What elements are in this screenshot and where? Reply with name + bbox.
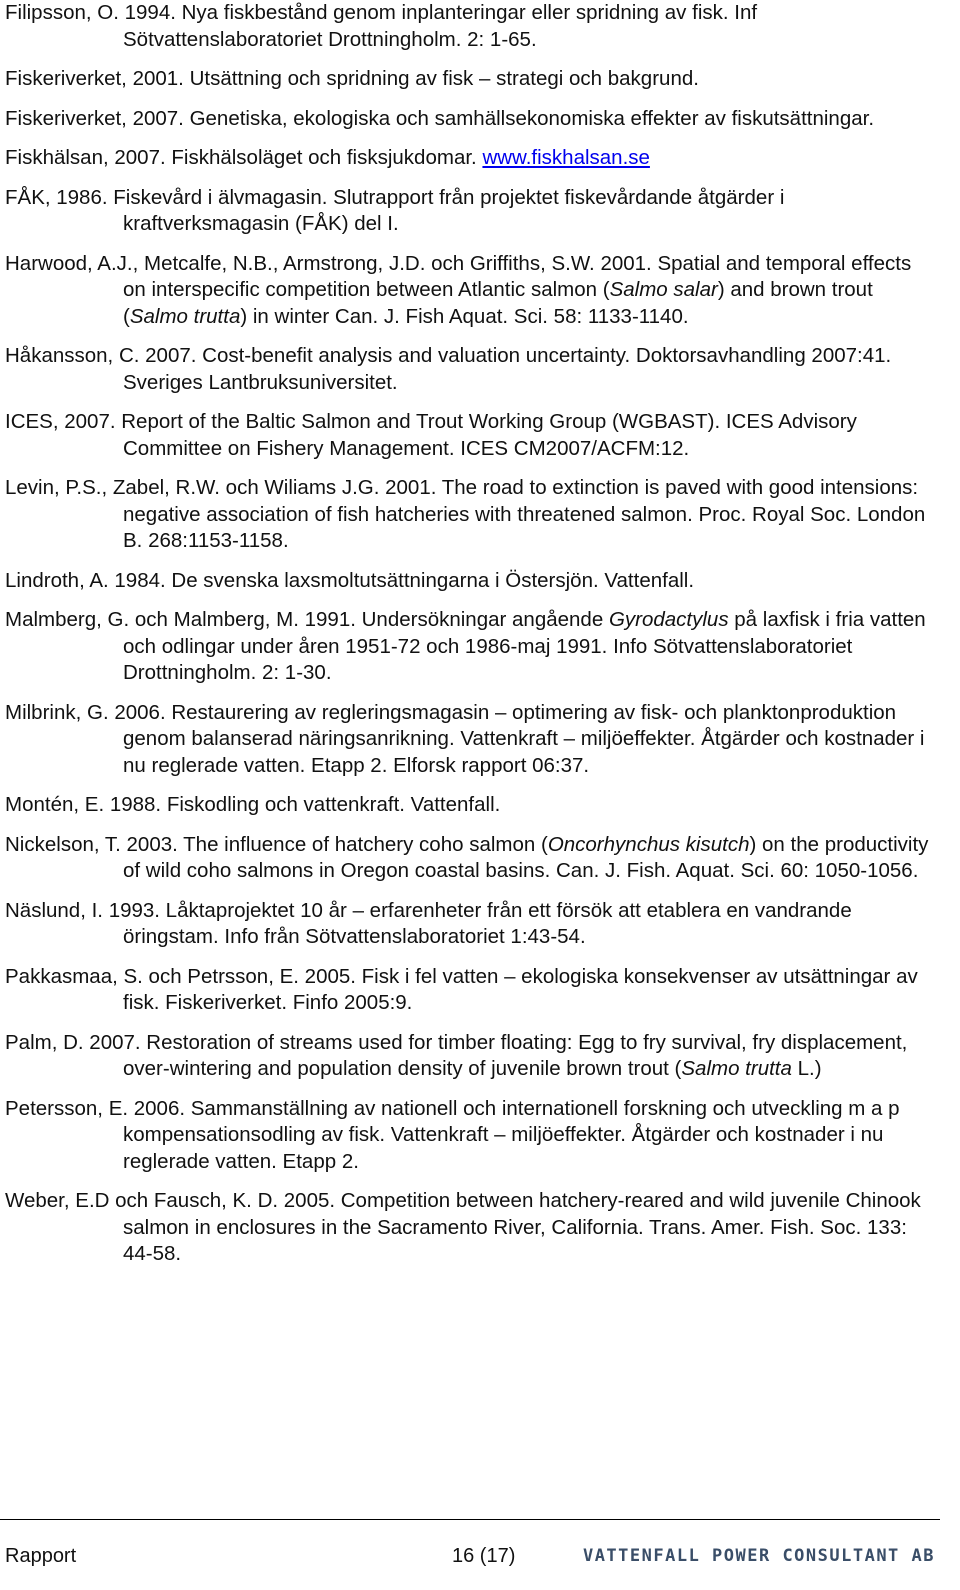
- reference-item: Levin, P.S., Zabel, R.W. och Wiliams J.G. 2001. The road to extinction is paved with good intensions: negative association of fish hatcheries with threatened salmon. Proc. Royal Soc. London B. 268:1153-1158.: [5, 476, 926, 552]
- reference-item: Filipsson, O. 1994. Nya fiskbestånd genom inplanteringar eller spridning av fisk. Inf Sötvattenslaboratoriet Drottningholm. 2: 1-65.: [5, 1, 758, 51]
- footer-report-label: Rapport: [5, 1545, 77, 1567]
- species-name: Salmo trutta: [129, 304, 241, 328]
- reference-item: ICES, 2007. Report of the Baltic Salmon and Trout Working Group (WGBAST). ICES Advisory Committee on Fishery Management. ICES CM2007/ACFM:12.: [5, 410, 857, 460]
- reference-item: Weber, E.D och Fausch, K. D. 2005. Competition between hatchery-reared and wild juvenile Chinook salmon in enclosures in the Sacramento River, California. Trans. Amer. Fish. Soc. 133: 44-58.: [5, 1189, 921, 1265]
- reference-item: Fiskeriverket, 2001. Utsättning och spridning av fisk – strategi och bakgrund.: [5, 67, 699, 90]
- reference-item: Fiskeriverket, 2007. Genetiska, ekologiska och samhällsekonomiska effekter av fiskutsättningar.: [5, 106, 875, 130]
- reference-item: Petersson, E. 2006. Sammanställning av nationell och internationell forskning och utveckling m a p kompensationsodling av fisk. Vattenkraft – miljöeffekter. Åtgärder och kostnader i nu reglerade vatten. Etapp 2.: [5, 1096, 900, 1173]
- page-number: 16 (17): [452, 1545, 516, 1567]
- reference-item: Palm, D. 2007. Restoration of streams used for timber floating: Egg to fry survival, fry displacement, over-wintering and population density of juvenile brown trout (Salmo trutta L.): [5, 1030, 908, 1080]
- reference-item: Håkansson, C. 2007. Cost-benefit analysis and valuation uncertainty. Doktorsavhandling 2007:41. Sveriges Lantbruksuniversitet.: [5, 344, 892, 394]
- company-logo-text: VATTENFALL POWER CONSULTANT AB: [582, 1546, 935, 1566]
- reference-item: Nickelson, T. 2003. The influence of hatchery coho salmon (Oncorhynchus kisutch) on the productivity of wild coho salmons in Oregon coastal basins. Can. J. Fish. Aquat. Sci. 60: 1050-1056.: [5, 832, 929, 882]
- species-name: Oncorhynchus kisutch: [547, 832, 750, 856]
- reference-item: Näslund, I. 1993. Låktaprojektet 10 år – erfarenheter från ett försök att etablera en vandrande öringstam. Info från Sötvattenslaboratoriet 1:43-54.: [5, 898, 852, 948]
- reference-item: Malmberg, G. och Malmberg, M. 1991. Undersökningar angående Gyrodactylus på laxfisk i fria vatten och odlingar under åren 1951-72 och 1986-maj 1991. Info Sötvattenslaboratoriet Drottningholm. 2: 1-30.: [5, 608, 926, 684]
- reference-list: [5, 0, 935, 1281]
- reference-item: Lindroth, A. 1984. De svenska laxsmoltutsättningarna i Östersjön. Vattenfall.: [5, 568, 695, 592]
- fiskhalsan-link[interactable]: www.fiskhalsan.se: [482, 146, 650, 169]
- reference-item: FÅK, 1986. Fiskevård i älvmagasin. Slutrapport från projektet fiskevårdande åtgärder i kraftverksmagasin (FÅK) del I.: [5, 185, 785, 235]
- species-name: Salmo salar: [609, 278, 718, 301]
- reference-item: Fiskhälsan, 2007. Fiskhälsoläget och fisksjukdomar. www.fiskhalsan.se: [5, 146, 650, 169]
- species-name: Gyrodactylus: [608, 608, 729, 631]
- reference-item: Milbrink, G. 2006. Restaurering av regleringsmagasin – optimering av fisk- och planktonproduktion genom balanserad näringsanrikning. Vattenkraft – miljöeffekter. Åtgärder och kostnader i nu reglerade vatten. Etapp 2. Elforsk rapport 06:37.: [5, 700, 925, 777]
- reference-item: Pakkasmaa, S. och Petrsson, E. 2005. Fisk i fel vatten – ekologiska konsekvenser av utsättningar av fisk. Fiskeriverket. Finfo 2005:9.: [5, 964, 918, 1014]
- species-name: Salmo trutta: [681, 1057, 792, 1080]
- reference-item: Harwood, A.J., Metcalfe, N.B., Armstrong, J.D. och Griffiths, S.W. 2001. Spatial and temporal effects on interspecific competition between Atlantic salmon (Salmo salar) and brown trout (Salmo trutta) in winter Can. J. Fish Aquat. Sci. 58: 1133-1140.: [5, 251, 912, 328]
- footer-divider: [0, 1519, 940, 1520]
- reference-item: Montén, E. 1988. Fiskodling och vattenkraft. Vattenfall.: [5, 793, 501, 816]
